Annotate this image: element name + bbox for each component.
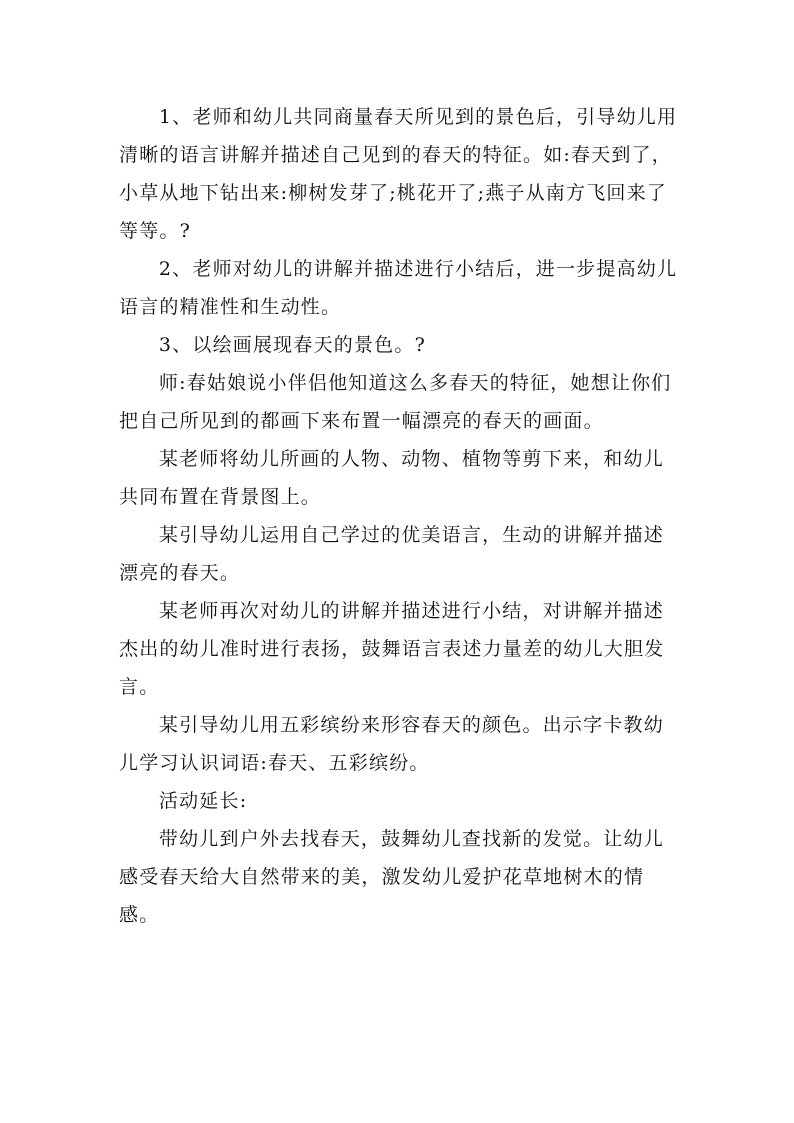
paragraph-3: 3、以绘画展现春天的景色。? (158, 334, 426, 356)
paragraph-1: 1、老师和幼儿共同商量春天所见到的景色后，引导幼儿用清晰的语言讲解并描述自己见到的春天的特征。如:春天到了，小草从地下钻出来:柳树发芽了;桃花开了;燕子从南方飞回来了等等。? (119, 106, 678, 242)
paragraph-5: 某老师将幼儿所画的人物、动物、植物等剪下来，和幼儿共同布置在背景图上。 (119, 448, 664, 508)
paragraph-6: 某引导幼儿运用自己学过的优美语言，生动的讲解并描述漂亮的春天。 (119, 524, 664, 584)
paragraph-4: 师:春姑娘说小伴侣他知道这么多春天的特征，她想让你们把自己所见到的都画下来布置一幅漂亮的春天的画面。 (119, 372, 672, 432)
paragraph-8: 某引导幼儿用五彩缤纷来形容春天的颜色。出示字卡教幼儿学习认识词语:春天、五彩缤纷。 (119, 714, 664, 774)
paragraph-heading-extension: 活动延长: (158, 790, 248, 812)
document-body (119, 98, 679, 934)
paragraph-10: 带幼儿到户外去找春天，鼓舞幼儿查找新的发觉。让幼儿感受春天给大自然带来的美，激发幼儿爱护花草地树木的情感。 (119, 828, 664, 926)
paragraph-2: 2、老师对幼儿的讲解并描述进行小结后，进一步提高幼儿语言的精准性和生动性。 (119, 258, 678, 318)
paragraph-7: 某老师再次对幼儿的讲解并描述进行小结，对讲解并描述杰出的幼儿准时进行表扬，鼓舞语言表述力量差的幼儿大胆发言。 (119, 600, 665, 698)
